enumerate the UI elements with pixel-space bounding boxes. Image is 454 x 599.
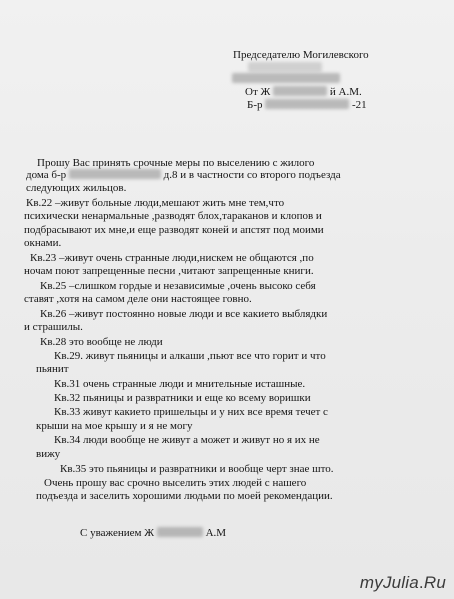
body-line: ночам поют запрещенные песни ,читают запрещенные книги. (24, 265, 314, 277)
watermark-tld: Ru (423, 573, 446, 592)
body-line: Кв.22 –живут больные люди,мешают жить мне тем,что (26, 197, 285, 209)
redaction-mark (273, 86, 327, 96)
body-line: подъезда и заселить хорошими людьми по моей рекомендации. (36, 490, 333, 502)
sender-address-line (247, 99, 367, 112)
body-line: Кв.33 живут какието пришельцы и у них все время течет с (54, 406, 328, 418)
body-line: и страшилы. (24, 321, 83, 333)
closing-prefix: С уважением Ж (80, 527, 155, 539)
redacted-recipient-line-3 (232, 73, 350, 86)
redaction-mark (248, 62, 322, 72)
body-line: ставят ,хотя на самом деле они настоящее говно. (24, 293, 252, 305)
body-line: окнами. (24, 237, 62, 249)
body-line: Очень прошу вас срочно выселить этих людей с нашего (44, 477, 307, 489)
body-text: д.8 и в частности со второго подъезда (163, 169, 341, 181)
watermark-brand: Julia (382, 573, 419, 592)
body-line: Кв.32 пьяницы и развратники и еще ко всему воришки (54, 392, 311, 404)
sender-line (245, 86, 362, 99)
address-suffix: -21 (351, 99, 367, 111)
address-prefix: Б-р (247, 99, 263, 111)
body-text: дома б-р (26, 169, 67, 181)
body-line: Кв.31 очень странные люди и мнительные исташные. (54, 378, 306, 390)
watermark-prefix: my (359, 573, 383, 592)
body-line: Кв.29. живут пьяницы и алкаши ,пьют все что горит и что (54, 350, 326, 362)
body-line: Прошу Вас принять срочные меры по выселению с жилого (37, 157, 315, 169)
body-line: Кв.26 –живут постоянно новые люди и все какието выблядки (40, 308, 328, 320)
sender-name-suffix: й А.М. (329, 86, 362, 98)
watermark-dot: . (418, 573, 424, 592)
watermark (360, 573, 446, 593)
body-line: подбрасывают их мне,и еще разводят коней и апстят под моими (24, 224, 324, 236)
body-line: Кв.25 –слишком гордые и независимые ,очень высоко себя (40, 280, 316, 292)
body-line: вижу (36, 448, 61, 460)
redaction-mark (232, 73, 340, 83)
body-line: психически ненармальные ,разводят блох,тараканов и клопов и (24, 210, 322, 222)
body-line: Кв.28 это вообще не люди (40, 336, 163, 348)
body-line: Кв.23 –живут очень странные люди,нискем не общаются ,по (30, 252, 314, 264)
sender-name-prefix: От Ж (245, 86, 271, 98)
redaction-mark (265, 99, 349, 109)
body-line: Кв.34 люди вообще не живут а может и живут но я их не (54, 434, 320, 446)
body-line (26, 169, 341, 182)
body-line: пьянит (36, 363, 69, 375)
body-line: крыши на мое крышу и я не могу (36, 420, 193, 432)
redaction-mark (157, 527, 203, 537)
closing-suffix: А.М (205, 527, 227, 539)
body-line: Кв.35 это пьяницы и развратники и вообще черт знае што. (60, 463, 334, 475)
redaction-mark (69, 169, 161, 179)
body-line: следующих жильцов. (26, 182, 127, 194)
closing-line (80, 527, 226, 540)
recipient-line: Председателю Могилевского (233, 49, 369, 61)
